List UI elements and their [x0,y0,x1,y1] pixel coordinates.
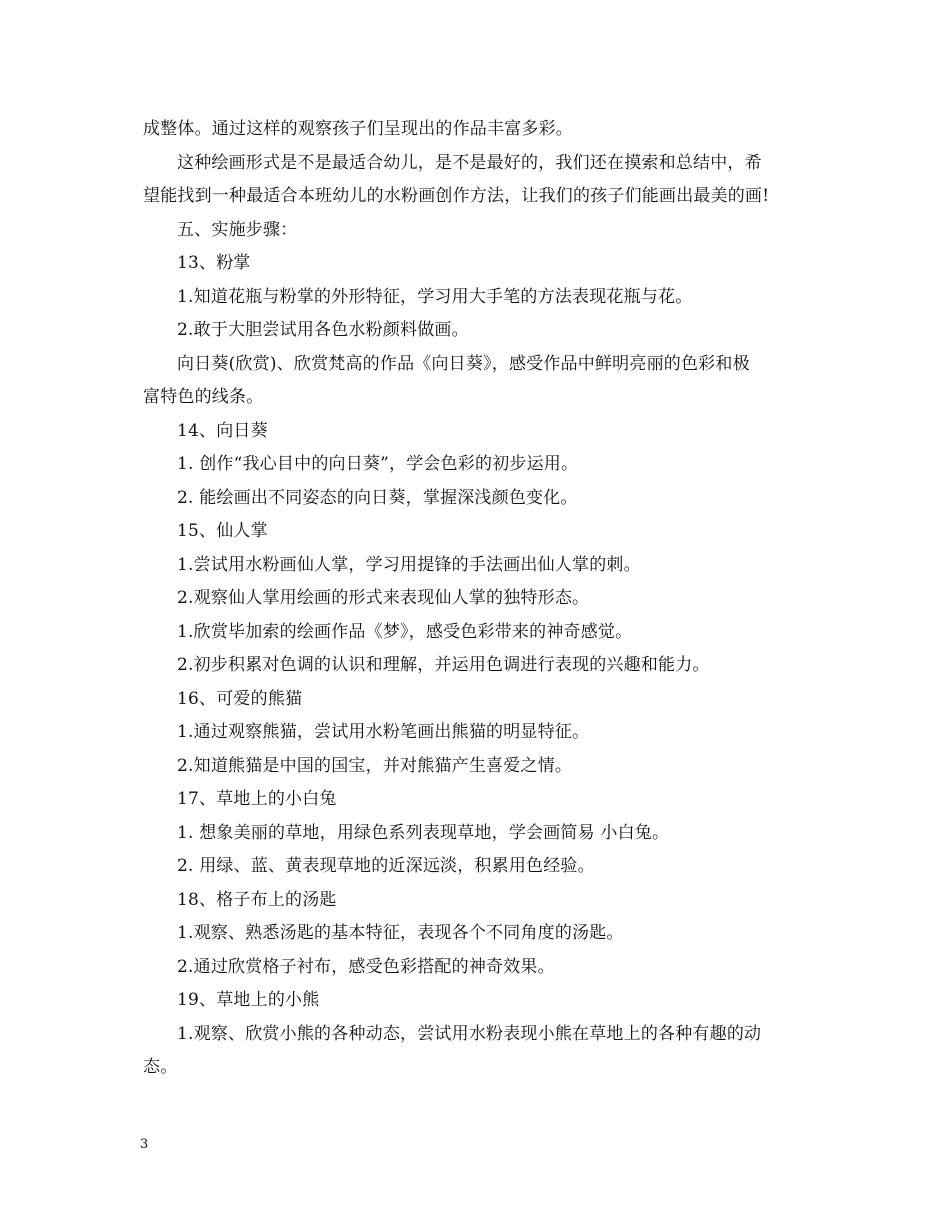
lesson-title: 14、向日葵 [177,420,268,441]
lesson-title: 19、草地上的小熊 [177,990,320,1010]
section-heading: 五、实施步骤： [177,219,298,240]
document-body [143,113,815,1085]
list-item: 2.通过欣赏格子衬布，感受色彩搭配的神奇效果。 [177,956,555,977]
list-item: 1.尝试用水粉画仙人掌，学习用提锋的手法画出仙人掌的刺。 [177,554,641,575]
lesson-title: 18、格子布上的汤匙 [177,889,337,910]
lesson-title: 17、草地上的小白兔 [177,789,337,809]
list-item: 2.敢于大胆尝试用各色水粉颜料做画。 [177,320,469,340]
paragraph-line: 向日葵(欣赏)、欣赏梵高的作品《向日葵》，感受作品中鲜明亮丽的色彩和极 [177,353,750,374]
paragraph-line: 这种绘画形式是不是最适合幼儿，是不是最好的，我们还在摸索和总结中，希 [177,152,762,173]
lesson-title: 16、可爱的熊猫 [177,688,303,709]
page-number: 3 [140,1137,149,1152]
paragraph-line: 成整体。通过这样的观察孩子们呈现出的作品丰富多彩。 [143,119,573,139]
list-item: 1.观察、熟悉汤匙的基本特征，表现各个不同角度的汤匙。 [177,923,624,943]
list-item: 1.观察、欣赏小熊的各种动态，尝试用水粉表现小熊在草地上的各种有趣的动 [177,1023,762,1044]
paragraph-line: 望能找到一种最适合本班幼儿的水粉画创作方法，让我们的孩子们能画出最美的画! [143,186,770,206]
list-item: 2.初步积累对色调的认识和理解，并运用色调进行表现的兴趣和能力。 [177,655,710,675]
list-item: 1. 创作“我心目中的向日葵”，学会色彩的初步运用。 [177,454,579,474]
paragraph-line: 态。 [143,1057,178,1077]
list-item: 1.通过观察熊猫，尝试用水粉笔画出熊猫的明显特征。 [177,722,590,742]
lesson-title: 15、仙人掌 [177,521,268,541]
list-item: 1.知道花瓶与粉掌的外形特征，学习用大手笔的方法表现花瓶与花。 [177,286,693,307]
list-item: 2. 用绿、蓝、黄表现草地的近深远淡，积累用色经验。 [177,856,595,876]
list-item: 2.知道熊猫是中国的国宝，并对熊猫产生喜爱之情。 [177,755,573,776]
list-item: 1. 想象美丽的草地，用绿色系列表现草地，学会画简易 小白兔。 [177,822,670,843]
lesson-title: 13、粉掌 [177,253,251,273]
paragraph-line: 富特色的线条。 [143,387,264,407]
list-item: 1.欣赏毕加索的绘画作品《梦》，感受色彩带来的神奇感觉。 [177,621,633,642]
list-item: 2.观察仙人掌用绘画的形式来表现仙人掌的独特形态。 [177,588,590,608]
list-item: 2. 能绘画出不同姿态的向日葵，掌握深浅颜色变化。 [177,487,578,508]
